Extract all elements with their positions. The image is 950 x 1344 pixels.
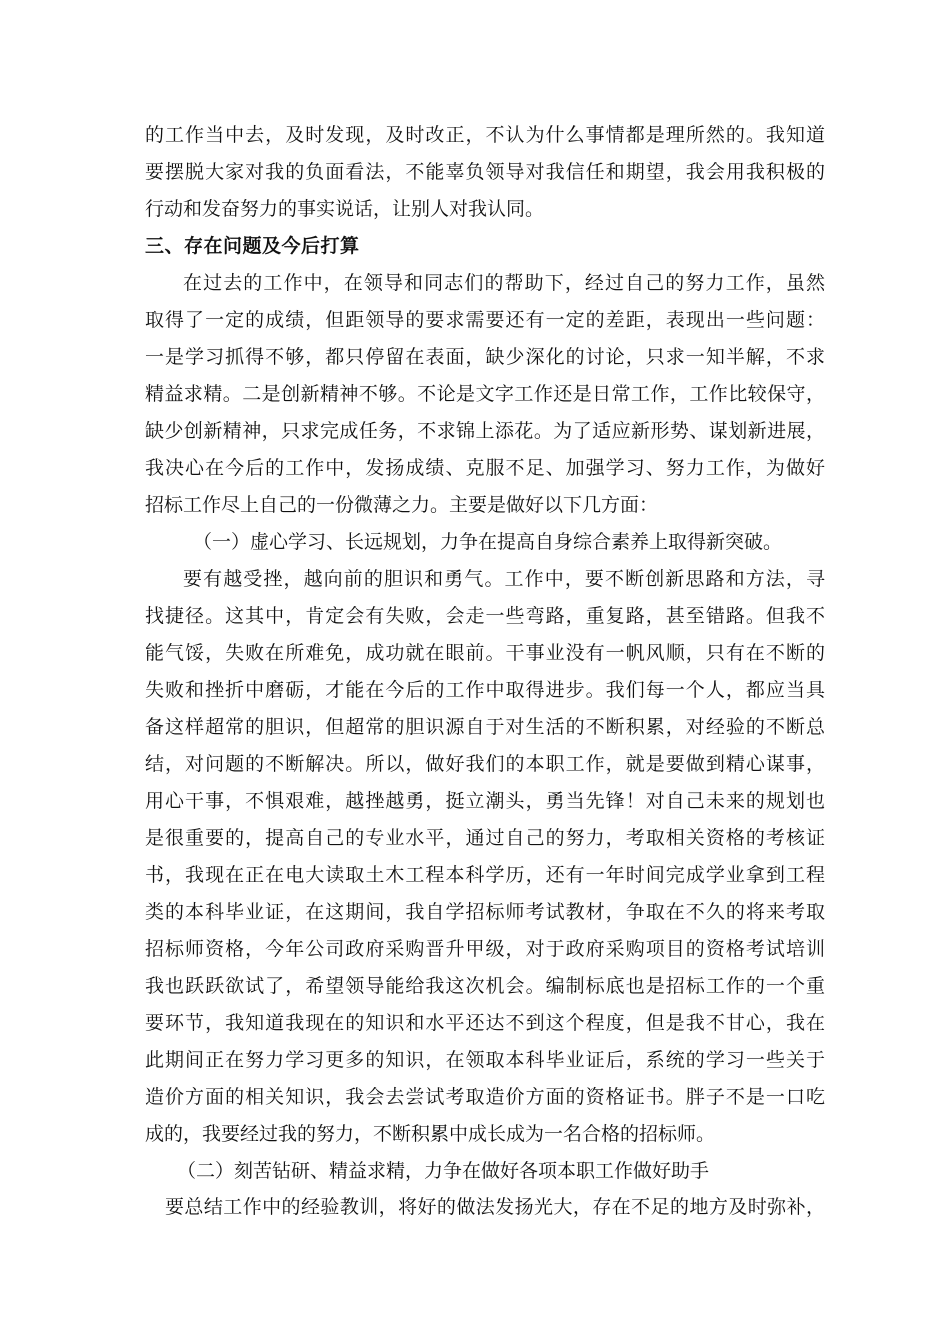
paragraph-line: 一是学习抓得不够，都只停留在表面，缺少深化的讨论，只求一知半解，不求	[145, 346, 825, 368]
paragraph-line: 备这样超常的胆识，但超常的胆识源自于对生活的不断积累，对经验的不断总	[145, 716, 825, 738]
paragraph-line: 结，对问题的不断解决。所以，做好我们的本职工作，就是要做到精心谋事，	[145, 753, 825, 775]
subsection-heading: （一）虚心学习、长远规划，力争在提高自身综合素养上取得新突破。	[193, 531, 783, 553]
paragraph-line: 我决心在今后的工作中，发扬成绩、克服不足、加强学习、努力工作，为做好	[145, 457, 825, 479]
subsection-heading: （二）刻苦钻研、精益求精，力争在做好各项本职工作做好助手	[177, 1160, 710, 1182]
paragraph-line: 缺少创新精神，只求完成任务，不求锦上添花。为了适应新形势、谋划新进展，	[145, 420, 825, 442]
paragraph-line: 在过去的工作中，在领导和同志们的帮助下，经过自己的努力工作，虽然	[183, 272, 825, 294]
paragraph-line: 招标工作尽上自己的一份微薄之力。主要是做好以下几方面：	[145, 494, 659, 516]
paragraph-line: 要摆脱大家对我的负面看法，不能辜负领导对我信任和期望，我会用我积极的	[145, 161, 825, 183]
paragraph-line: 此期间正在努力学习更多的知识，在领取本科毕业证后，系统的学习一些关于	[145, 1049, 825, 1071]
paragraph-line: 找捷径。这其中，肯定会有失败，会走一些弯路，重复路，甚至错路。但我不	[145, 605, 825, 627]
paragraph-line: 能气馁，失败在所难免，成功就在眼前。干事业没有一帆风顺，只有在不断的	[145, 642, 825, 664]
paragraph-line: 成的，我要经过我的努力，不断积累中成长成为一名合格的招标师。	[145, 1123, 716, 1145]
paragraph-line: 招标师资格，今年公司政府采购晋升甲级，对于政府采购项目的资格考试培训	[145, 938, 825, 960]
paragraph-line: 用心干事，不惧艰难，越挫越勇，挺立潮头，勇当先锋！对自己未来的规划也	[145, 790, 825, 812]
paragraph-line: 的工作当中去，及时发现，及时改正，不认为什么事情都是理所然的。我知道	[145, 124, 825, 146]
paragraph-line: 我也跃跃欲试了，希望领导能给我这次机会。编制标底也是招标工作的一个重	[145, 975, 825, 997]
paragraph-line: 是很重要的，提高自己的专业水平，通过自己的努力，考取相关资格的考核证	[145, 827, 825, 849]
paragraph-line: 要环节，我知道我现在的知识和水平还达不到这个程度，但是我不甘心，我在	[145, 1012, 825, 1034]
paragraph-line: 类的本科毕业证，在这期间，我自学招标师考试教材，争取在不久的将来考取	[145, 901, 825, 923]
paragraph-line: 造价方面的相关知识，我会去尝试考取造价方面的资格证书。胖子不是一口吃	[145, 1086, 825, 1108]
paragraph-line: 行动和发奋努力的事实说话，让别人对我认同。	[145, 198, 545, 220]
paragraph-line: 精益求精。二是创新精神不够。不论是文字工作还是日常工作，工作比较保守，	[145, 383, 825, 405]
paragraph-line: 书，我现在正在电大读取土木工程本科学历，还有一年时间完成学业拿到工程	[145, 864, 825, 886]
paragraph-line: 取得了一定的成绩，但距领导的要求需要还有一定的差距，表现出一些问题：	[145, 309, 825, 331]
paragraph-line: 要总结工作中的经验教训，将好的做法发扬光大，存在不足的地方及时弥补，	[165, 1196, 825, 1218]
section-heading: 三、存在问题及今后打算	[145, 235, 360, 257]
paragraph-line: 要有越受挫，越向前的胆识和勇气。工作中，要不断创新思路和方法，寻	[183, 568, 825, 590]
paragraph-line: 失败和挫折中磨砺，才能在今后的工作中取得进步。我们每一个人，都应当具	[145, 679, 825, 701]
